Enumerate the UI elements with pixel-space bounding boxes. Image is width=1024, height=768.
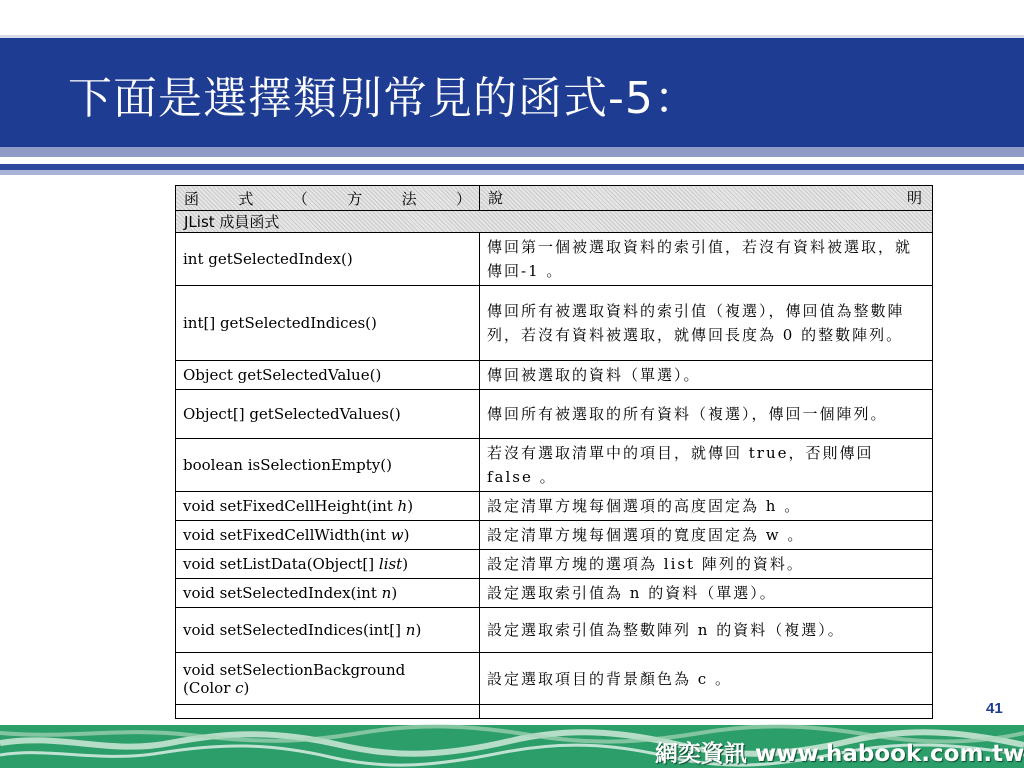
method-text: (Color: [183, 678, 236, 697]
title-bar-top-line: [0, 35, 1024, 38]
method-text-end: ): [391, 584, 398, 602]
table-row: [176, 286, 933, 361]
header-desc-right: 明: [906, 189, 924, 207]
method-cell: [176, 653, 480, 705]
method-cell: [176, 550, 480, 579]
table-row: [176, 550, 933, 579]
description-cell: 設定選取索引值為 n 的資料（單選）。: [480, 579, 933, 608]
method-text: void setFixedCellWidth(int: [183, 526, 391, 544]
method-param: w: [390, 526, 404, 544]
method-param: h: [397, 497, 408, 515]
group-label: JList 成員函式: [176, 211, 933, 233]
table-header-row: [176, 186, 933, 211]
description-cell: 設定選取索引值為整數陣列 n 的資料（複選）。: [480, 608, 933, 653]
description-cell: 設定選取項目的背景顏色為 c 。: [480, 653, 933, 705]
description-cell: 設定清單方塊每個選項的高度固定為 h 。: [480, 492, 933, 521]
table-row: [176, 521, 933, 550]
method-param: list: [378, 555, 403, 573]
method-table: [175, 185, 933, 719]
method-cell: int getSelectedIndex(): [176, 233, 480, 286]
method-cell: boolean isSelectionEmpty(): [176, 439, 480, 492]
table-row-partial: [176, 705, 933, 719]
method-cell: [176, 705, 480, 719]
method-text-end: ): [403, 526, 410, 544]
header-desc-left: 說: [488, 189, 506, 207]
table-row: [176, 390, 933, 439]
method-table-wrapper: [175, 185, 924, 717]
title-stripe: [0, 147, 1024, 157]
table-row: [176, 608, 933, 653]
method-param: c: [235, 678, 244, 697]
title-stripe: [0, 170, 1024, 175]
method-cell: Object getSelectedValue(): [176, 361, 480, 390]
method-text: void setListData(Object[]: [183, 555, 379, 573]
method-text: void setSelectionBackground: [183, 660, 406, 679]
description-cell: 傳回所有被選取資料的索引值（複選），傳回值為整數陣列，若沒有資料被選取，就傳回長度為 0 的整數陣列。: [480, 286, 933, 361]
description-cell: 設定清單方塊每個選項的寬度固定為 w 。: [480, 521, 933, 550]
method-param: n: [405, 621, 416, 639]
description-cell: 設定清單方塊的選項為 list 陣列的資料。: [480, 550, 933, 579]
slide-title: 下面是選擇類別常見的函式-5：: [68, 73, 699, 124]
method-text-end: ): [402, 555, 409, 573]
header-description: [480, 186, 933, 211]
method-text-end: ): [243, 678, 250, 697]
table-row: [176, 579, 933, 608]
description-cell: 傳回被選取的資料（單選）。: [480, 361, 933, 390]
table-row: [176, 233, 933, 286]
method-cell: [176, 492, 480, 521]
method-text: void setSelectedIndex(int: [183, 584, 382, 602]
table-row: [176, 492, 933, 521]
page-number: 41: [986, 700, 1003, 717]
table-row: [176, 653, 933, 705]
method-text: void setFixedCellHeight(int: [183, 497, 398, 515]
header-method: 函 式 （ 方 法 ）: [176, 186, 480, 211]
method-text-end: ): [415, 621, 422, 639]
footer-brand: 網奕資訊 www.habook.com.tw: [655, 741, 1024, 767]
method-cell: int[] getSelectedIndices(): [176, 286, 480, 361]
method-text-end: ): [407, 497, 414, 515]
description-cell: 若沒有選取清單中的項目，就傳回 true，否則傳回 false 。: [480, 439, 933, 492]
method-param: n: [381, 584, 392, 602]
table-row: [176, 439, 933, 492]
method-cell: [176, 521, 480, 550]
description-cell: 傳回第一個被選取資料的索引值，若沒有資料被選取，就傳回-1 。: [480, 233, 933, 286]
table-group-row: [176, 211, 933, 233]
method-text: void setSelectedIndices(int[]: [183, 621, 406, 639]
method-cell: [176, 579, 480, 608]
title-stripe: [0, 157, 1024, 164]
method-cell: [176, 608, 480, 653]
description-cell: 傳回所有被選取的所有資料（複選），傳回一個陣列。: [480, 390, 933, 439]
table-row: [176, 361, 933, 390]
method-cell: Object[] getSelectedValues(): [176, 390, 480, 439]
description-cell: [480, 705, 933, 719]
